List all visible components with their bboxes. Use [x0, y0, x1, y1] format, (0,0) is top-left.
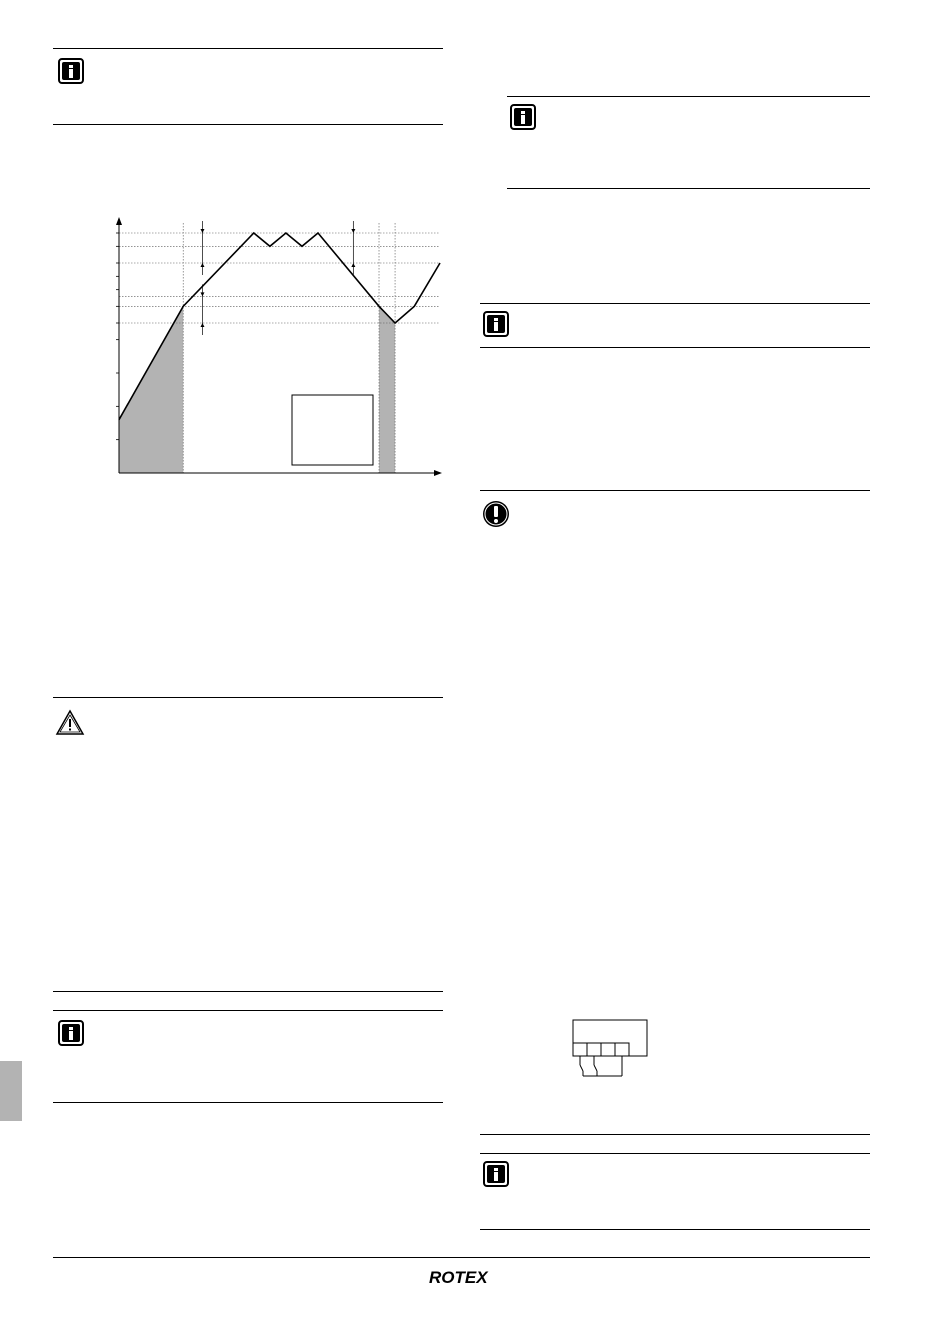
- logo-text: ROTEX: [429, 1268, 488, 1287]
- terminal-wiring-diagram: [572, 1018, 652, 1080]
- info-note-5-bottom-rule: [480, 1229, 870, 1230]
- legend-box: [292, 395, 373, 465]
- info-icon: [483, 1161, 509, 1187]
- caution-note-bottom-rule: [53, 991, 443, 992]
- shaded-region: [379, 306, 395, 473]
- chapter-side-tab: [0, 1061, 22, 1121]
- rotex-logo: [429, 1267, 493, 1287]
- exclamation-icon: [482, 500, 510, 528]
- footer-rule: [53, 1257, 870, 1258]
- shaded-region: [119, 306, 183, 473]
- info-icon: [58, 58, 84, 84]
- info-icon: [58, 1020, 84, 1046]
- warning-triangle-icon: [55, 709, 85, 736]
- arrow-head: [200, 323, 204, 327]
- x-axis-arrow: [434, 470, 442, 476]
- caution-note-top-rule: [53, 697, 443, 698]
- info-note-2-bottom-rule: [507, 188, 870, 189]
- info-icon: [483, 311, 509, 337]
- temperature-chart: [110, 215, 445, 485]
- y-axis-arrow: [116, 217, 122, 225]
- info-note-3-bottom-rule: [480, 347, 870, 348]
- info-icon: [510, 104, 536, 130]
- info-note-5-second-rule: [480, 1153, 870, 1154]
- arrow-head: [351, 263, 355, 267]
- arrow-head: [200, 263, 204, 267]
- arrow-head: [200, 292, 204, 296]
- arrow-head: [200, 229, 204, 233]
- info-note-1-top-rule: [53, 48, 443, 49]
- info-note-3-top-rule: [480, 303, 870, 304]
- arrow-head: [351, 229, 355, 233]
- info-note-1-bottom-rule: [53, 124, 443, 125]
- important-note-top-rule: [480, 490, 870, 491]
- info-note-5-top-rule: [480, 1134, 870, 1135]
- info-note-4-bottom-rule: [53, 1102, 443, 1103]
- info-note-2-top-rule: [507, 96, 870, 97]
- info-note-4-top-rule: [53, 1010, 443, 1011]
